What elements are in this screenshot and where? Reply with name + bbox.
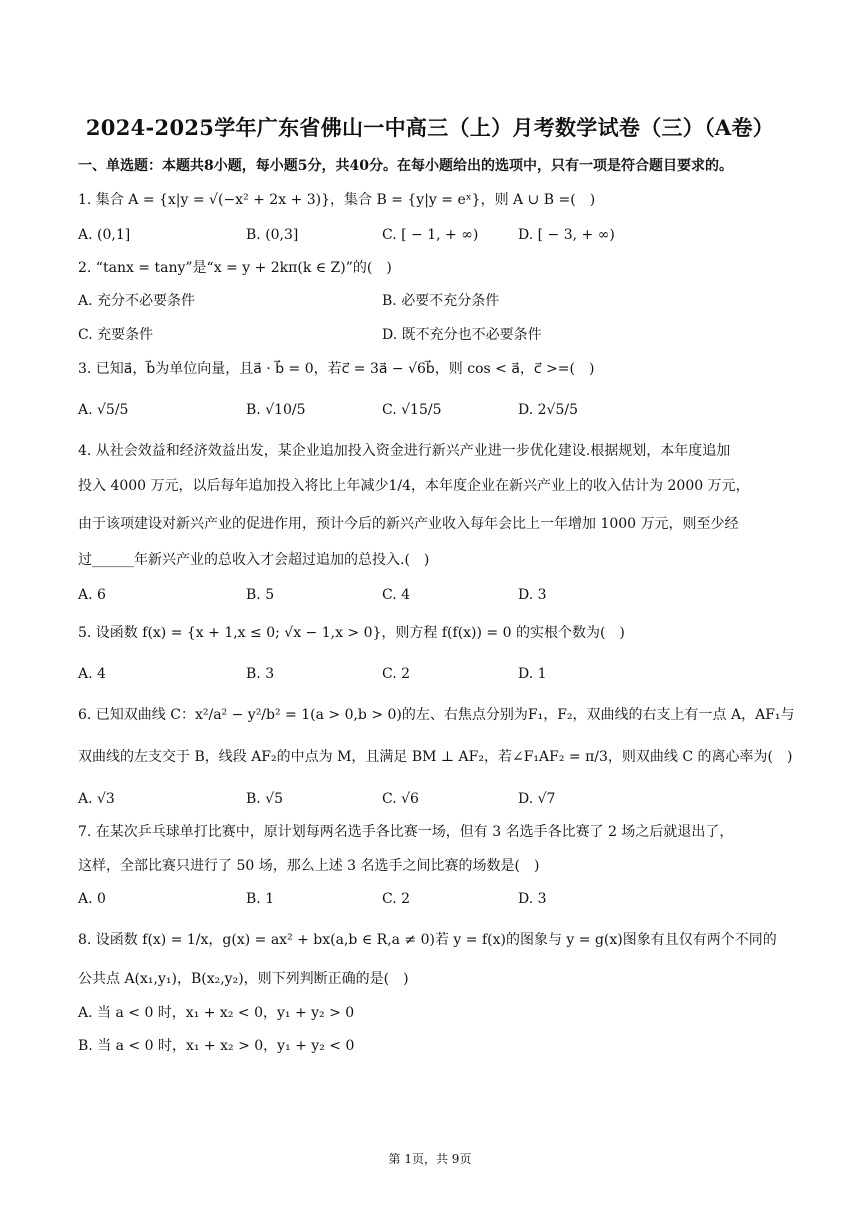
q1-text: 1. 集合 A = {x|y = √(−x² + 2x + 3)}，集合 B = {y|y = eˣ}，则 A ∪ B =( ) <box>78 192 596 208</box>
q4-option-c: C. 4 <box>382 587 411 603</box>
q6-option-c: C. √6 <box>382 791 419 807</box>
question-6-line-2: 双曲线的左支交于 B，线段 AF₂的中点为 M，且满足 BM ⊥ AF₂，若∠F₁AF₂ = π/3，则双曲线 C 的离心率为( ) <box>78 749 793 765</box>
q2-option-d: D. 既不充分也不必要条件 <box>382 327 542 343</box>
question-4-line-3: 由于该项建设对新兴产业的促进作用，预计今后的新兴产业收入每年会比上一年增加 1000 万元，则至少经 <box>78 516 739 532</box>
q3-option-a: A. √5/5 <box>78 402 129 418</box>
q1-option-a: A. (0,1] <box>78 227 131 243</box>
q4-option-b: B. 5 <box>246 587 275 603</box>
question-1 <box>78 190 595 210</box>
q3-option-c: C. √15/5 <box>382 402 442 418</box>
q8-option-a: A. 当 a < 0 时，x₁ + x₂ < 0，y₁ + y₂ > 0 <box>78 1005 355 1021</box>
question-3: 3. 已知a⃗，b⃗为单位向量，且a⃗ · b⃗ = 0，若c⃗ = 3a⃗ − √6b⃗，则 cos < a⃗，c⃗ >=( ) <box>78 361 595 377</box>
q1-option-b: B. (0,3] <box>246 227 299 243</box>
q3-option-d: D. 2√5/5 <box>518 402 578 418</box>
page-title: 2024-2025学年广东省佛山一中高三（上）月考数学试卷（三）（A卷） <box>85 115 775 140</box>
q6-option-d: D. √7 <box>518 791 556 807</box>
question-7-line-1: 7. 在某次乒乓球单打比赛中，原计划每两名选手各比赛一场，但有 3 名选手各比赛了 2 场之后就退出了， <box>78 824 734 840</box>
q5-option-c: C. 2 <box>382 666 411 682</box>
question-4-line-1: 4. 从社会效益和经济效益出发，某企业追加投入资金进行新兴产业进一步优化建设.根据规划，本年度追加 <box>78 443 731 459</box>
question-4-line-4: 过______年新兴产业的总收入才会超过追加的总投入.( ) <box>78 552 430 568</box>
question-8-line-2: 公共点 A(x₁,y₁)，B(x₂,y₂)，则下列判断正确的是( ) <box>78 971 409 987</box>
q1-option-d: D. [ − 3, + ∞) <box>518 227 615 243</box>
question-5: 5. 设函数 f(x) = {x + 1,x ≤ 0; √x − 1,x > 0}，则方程 f(f(x)) = 0 的实根个数为( ) <box>78 625 625 641</box>
question-2: 2. “tanx = tany”是“x = y + 2kπ(k ∈ Z)”的( ) <box>78 260 392 276</box>
question-4-line-2: 投入 4000 万元，以后每年追加投入将比上年减少1/4，本年度企业在新兴产业上的收入估计为 2000 万元， <box>78 478 750 494</box>
q5-option-a: A. 4 <box>78 666 106 682</box>
q1-option-c: C. [ − 1, + ∞) <box>382 227 479 243</box>
q4-option-a: A. 6 <box>78 587 106 603</box>
q2-option-c: C. 充要条件 <box>78 327 154 343</box>
q2-option-b: B. 必要不充分条件 <box>382 293 500 309</box>
q7-option-b: B. 1 <box>246 891 275 907</box>
question-7-line-2: 这样，全部比赛只进行了 50 场，那么上述 3 名选手之间比赛的场数是( ) <box>78 858 540 874</box>
page-footer: 第 1页，共 9页 <box>388 1152 472 1166</box>
q5-option-b: B. 3 <box>246 666 275 682</box>
q7-option-a: A. 0 <box>78 891 106 907</box>
q7-option-c: C. 2 <box>382 891 411 907</box>
q7-option-d: D. 3 <box>518 891 547 907</box>
q6-option-b: B. √5 <box>246 791 284 807</box>
question-6-line-1: 6. 已知双曲线 C：x²/a² − y²/b² = 1(a > 0,b > 0)的左、右焦点分别为F₁，F₂，双曲线的右支上有一点 A，AF₁与 <box>78 707 795 723</box>
q4-option-d: D. 3 <box>518 587 547 603</box>
q8-option-b: B. 当 a < 0 时，x₁ + x₂ > 0，y₁ + y₂ < 0 <box>78 1038 355 1054</box>
q5-option-d: D. 1 <box>518 666 547 682</box>
q2-option-a: A. 充分不必要条件 <box>78 293 196 309</box>
section-heading: 一、单选题：本题共8小题，每小题5分，共40分。在每小题给出的选项中，只有一项是符合题目要求的。 <box>78 158 733 174</box>
q6-option-a: A. √3 <box>78 791 115 807</box>
q3-option-b: B. √10/5 <box>246 402 306 418</box>
question-8-line-1: 8. 设函数 f(x) = 1/x，g(x) = ax² + bx(a,b ∈ R,a ≠ 0)若 y = f(x)的图象与 y = g(x)图象有且仅有两个不同的 <box>78 932 777 948</box>
